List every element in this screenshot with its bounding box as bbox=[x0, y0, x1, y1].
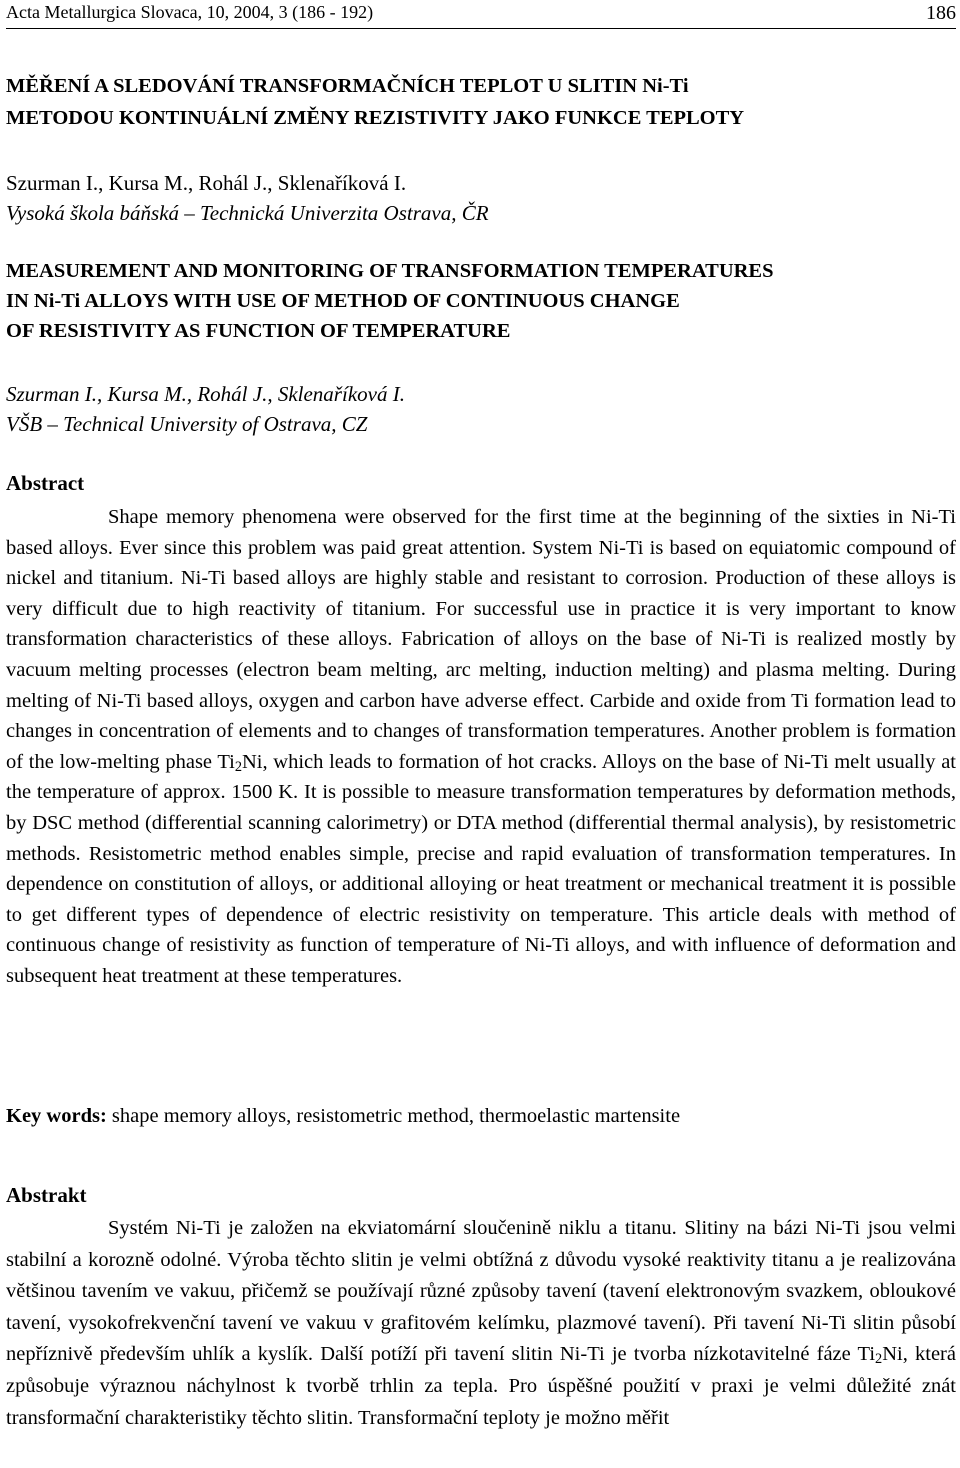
keywords-label: Key words: bbox=[6, 1105, 107, 1127]
keywords bbox=[6, 1105, 680, 1128]
title-english-line: OF RESISTIVITY AS FUNCTION OF TEMPERATURE bbox=[6, 320, 511, 342]
running-header bbox=[6, 2, 956, 29]
title-english-line: MEASUREMENT AND MONITORING OF TRANSFORMATION TEMPERATURES bbox=[6, 260, 774, 282]
subscript: 2 bbox=[234, 758, 242, 775]
abstrakt-text: Systém Ni-Ti je založen na ekviatomární sloučenině niklu a titanu. Slitiny na bázi Ni-Ti jsou velmi stabilní a korozně odolné. Výroba těchto slitin je velmi obtížná z důvodu vysoké reaktivity titanu a je realizována většinou tavením ve vakuu, přičemž se používají různé způsoby tavení (tavení elektronovým svazkem, obloukové tavení, vysokofrekvenční tavení ve vakuu v grafitovém kelímku, plazmové tavení). Při tavení Ni-Ti slitin působí nepříznivě především uhlík a kyslík. Další potíží při tavení slitin Ni-Ti je tvorba nízkotavitelné fáze Ti bbox=[6, 1217, 956, 1366]
title-english bbox=[6, 256, 956, 346]
authors-czech: Szurman I., Kursa M., Rohál J., Sklenaříková I. bbox=[6, 171, 407, 195]
title-czech-line: METODOU KONTINUÁLNÍ ZMĚNY REZISTIVITY JAKO FUNKCE TEPLOTY bbox=[6, 107, 745, 129]
keywords-text: shape memory alloys, resistometric method, thermoelastic martensite bbox=[106, 1105, 681, 1127]
subscript: 2 bbox=[875, 1351, 883, 1368]
affiliation-english: VŠB – Technical University of Ostrava, CZ bbox=[6, 412, 368, 436]
title-czech bbox=[6, 70, 956, 134]
abstrakt-heading: Abstrakt bbox=[6, 1183, 87, 1207]
abstrakt-body bbox=[6, 1213, 956, 1434]
title-czech-line: MĚŘENÍ A SLEDOVÁNÍ TRANSFORMAČNÍCH TEPLOT U SLITIN Ni-Ti bbox=[6, 75, 689, 97]
authors-english: Szurman I., Kursa M., Rohál J., Sklenaříková I. bbox=[6, 382, 405, 406]
abstract-text: Ni, which leads to formation of hot cracks. Alloys on the base of Ni-Ti melt usually at the temperature of approx. 1500 K. It is possible to measure transformation temperatures by deformation methods, by DSC method (differential scanning calorimetry) or DTA method (differential thermal analysis), by resistometric methods. Resistometric method enables simple, precise and rapid evaluation of transformation temperatures. In dependence on constitution of alloys, or additional alloying or heat treatment or mechanical treatment it is possible to get different types of dependence of electric resistivity on temperature. This article deals with method of continuous change of resistivity as function of temperature of Ni-Ti alloys, and with influence of deformation and subsequent heat treatment at these temperatures. bbox=[6, 750, 956, 987]
abstract-body bbox=[6, 502, 956, 992]
abstrakt-text: Ni, která způsobuje výraznou náchylnost k tvorbě trhlin za tepla. Pro úspěšné použití v praxi je velmi důležité znát transformační charakteristiky těchto slitin. Transformační teploty je možno měřit bbox=[6, 1343, 956, 1429]
title-english-line: IN Ni-Ti ALLOYS WITH USE OF METHOD OF CONTINUOUS CHANGE bbox=[6, 290, 680, 312]
abstract-heading: Abstract bbox=[6, 471, 85, 495]
affiliation-czech: Vysoká škola báňská – Technická Univerzita Ostrava, ČR bbox=[6, 201, 489, 225]
abstract-text: Shape memory phenomena were observed for the first time at the beginning of the sixties in Ni-Ti based alloys. Ever since this problem was paid great attention. System Ni-Ti is based on equiatomic compound of nickel and titanium. Ni-Ti based alloys are highly stable and resistant to corrosion. Production of these alloys is very difficult due to high reactivity of titanium. For successful use in practice it is very important to know transformation characteristics of these alloys. Fabrication of alloys on the base of Ni-Ti is realized mostly by vacuum melting processes (electron beam melting, arc melting, induction melting) and plasma melting. During melting of Ni-Ti based alloys, oxygen and carbon have adverse effect. Carbide and oxide from Ti formation lead to changes in concentration of elements and to changes of transformation temperatures. Another problem is formation of the low-melting phase Ti bbox=[6, 506, 956, 773]
page-number: 186 bbox=[926, 2, 956, 24]
journal-citation: Acta Metallurgica Slovaca, 10, 2004, 3 (186 - 192) bbox=[6, 2, 374, 22]
